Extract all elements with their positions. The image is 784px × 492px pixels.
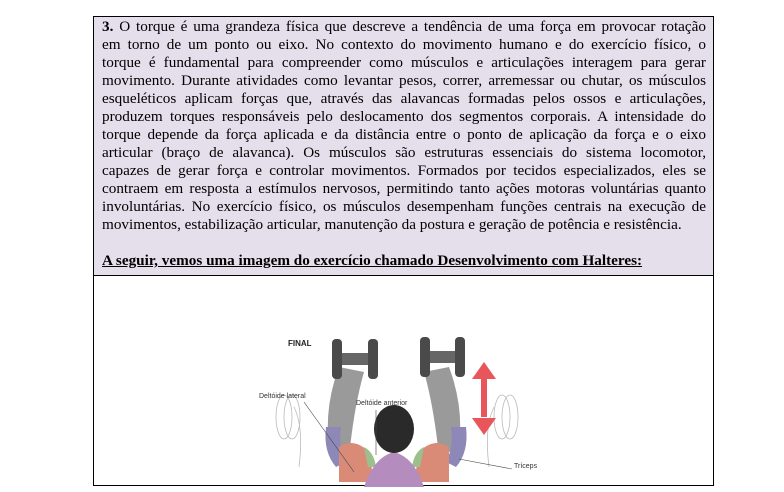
text-line-10: contraem em resposta a estímulos nervosos, permitindo tanto ações motoras voluntárias quanto (102, 180, 706, 197)
text-line-11: involuntárias. No exercício físico, os músculos desempenham funções centrais na execução de (102, 198, 706, 215)
label-deltoid-anterior: Deltóide anterior (356, 400, 408, 407)
label-triceps: Tríceps (514, 463, 538, 470)
text-line-4: movimento. Durante atividades como levantar pesos, correr, arremessar ou chutar, os músculos (102, 72, 706, 89)
question-table (93, 16, 714, 486)
label-deltoid-lateral: Deltóide lateral (259, 393, 306, 400)
text-line-9: capazes de gerar força e controlar movimentos. Formados por tecidos especializados, eles se (102, 162, 706, 179)
text-line-6: produzem torques responsáveis pelo deslocamento dos segmentos corporais. A intensidade do (102, 108, 706, 125)
text-line-5: esqueléticos aplicam forças que, através das alavancas formadas pelos ossos e articulações, (102, 90, 706, 107)
exercise-illustration (244, 307, 564, 487)
figure-title: FINAL (288, 339, 312, 348)
blank-line (102, 234, 706, 252)
question-text-cell (94, 17, 713, 276)
text-line-1: 3. O torque é uma grandeza física que descreve a tendência de uma força em provocar rotação (102, 18, 706, 35)
text-line-8: articular (braço de alavanca). Os músculos são estruturas essenciais do sistema locomotor, (102, 144, 706, 161)
question-number: 3. (102, 18, 114, 35)
head (374, 405, 414, 453)
text-line-2: em torno de um ponto ou eixo. No contexto do movimento humano e do exercício físico, o (102, 36, 706, 53)
figure-heading: A seguir, vemos uma imagem do exercício chamado Desenvolvimento com Halteres: (102, 252, 643, 269)
text-line-3: torque é fundamental para compreender como músculos e articulações interagem para gerar (102, 54, 706, 71)
movement-arrow-icon (472, 362, 496, 435)
text-line-12: movimentos, estabilização articular, manutenção da postura e geração de potência e resistência. (102, 216, 682, 233)
question-text (102, 18, 706, 270)
text-line-7: torque depende da força aplicada e da distância entre o ponto de aplicação da força e o eixo (102, 126, 706, 143)
